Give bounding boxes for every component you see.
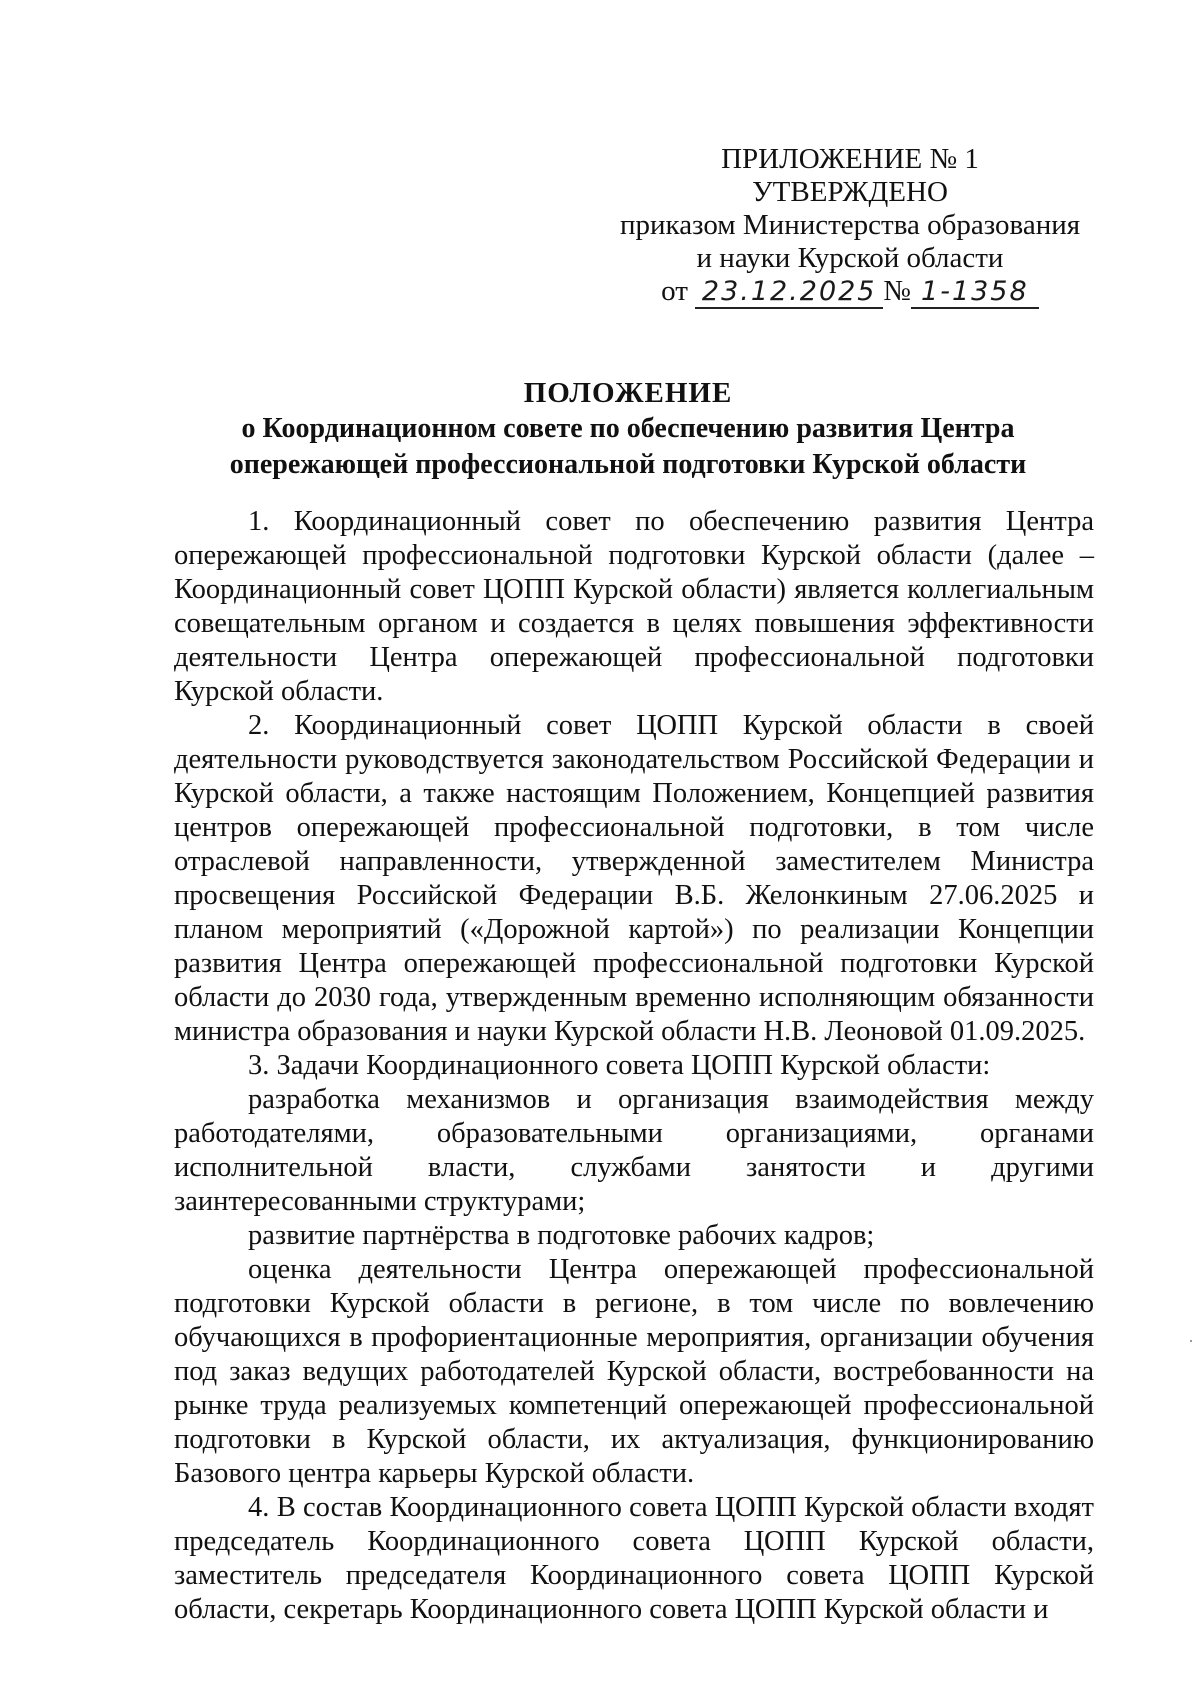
title-line-2: опережающей профессиональной подготовки Курской области (229, 449, 1027, 480)
date-prefix: от (661, 275, 688, 307)
approved-label: УТВЕРЖДЕНО (752, 176, 948, 208)
order-date-number-line (620, 275, 1080, 309)
paragraph: 4. В состав Координационного совета ЦОПП Курской области входят председатель Координационного совета ЦОПП Курской области, заместитель председателя Координационного совета ЦОПП Курской области, секретарь Координационного совета ЦОПП Курской области и (174, 1492, 1094, 1625)
paragraph: 3. Задачи Координационного совета ЦОПП Курской области: (248, 1050, 991, 1081)
document-body (174, 505, 1094, 1627)
paragraph: 1. Координационный совет по обеспечению развития Центра опережающей профессиональной подготовки Курской области (далее – Координационный совет ЦОПП Курской области) является коллегиальным совещательным органом и создается в целях повышения эффективности деятельности Центра опережающей профессиональной подготовки Курской области. (174, 506, 1094, 707)
handwritten-date: 23.12.2025 (695, 277, 883, 309)
paragraph: развитие партнёрства в подготовке рабочих кадров; (248, 1220, 875, 1251)
document-title (150, 375, 1106, 483)
order-line-2: и науки Курской области (696, 242, 1004, 274)
handwritten-number: 1-1358 (911, 277, 1039, 309)
order-line-1: приказом Министерства образования (620, 209, 1081, 241)
paragraph: 2. Координационный совет ЦОПП Курской области в своей деятельности руководствуется законодательством Российской Федерации и Курской области, а также настоящим Положением, Концепцией развития центров опережающей профессиональной подготовки, в том числе отраслевой направленности, утвержденной заместителем Министра просвещения Российской Федерации В.Б. Желонкиным 27.06.2025 и планом мероприятий («Дорожной картой») по реализации Концепции развития Центра опережающей профессиональной подготовки Курской области до 2030 года, утвержденным временно исполняющим обязанности министра образования и науки Курской области Н.В. Леоновой 01.09.2025. (174, 710, 1094, 1047)
number-prefix: № (883, 275, 911, 307)
approval-block (620, 143, 1080, 309)
paragraph: оценка деятельности Центра опережающей профессиональной подготовки Курской области в регионе, в том числе по вовлечению обучающихся в профориентационные мероприятия, организации обучения под заказ ведущих работодателей Курской области, востребованности на рынке труда реализуемых компетенций опережающей профессиональной подготовки в Курской области, их актуализация, функционированию Базового центра карьеры Курской области. (174, 1254, 1094, 1489)
title-main: ПОЛОЖЕНИЕ (523, 377, 733, 409)
title-line-1: о Координационном совете по обеспечению развития Центра (241, 413, 1015, 444)
appendix-label: ПРИЛОЖЕНИЕ № 1 (721, 143, 979, 175)
scan-speck (1190, 1340, 1192, 1342)
paragraph: разработка механизмов и организация взаимодействия между работодателями, образовательными организациями, органами исполнительной власти, службами занятости и другими заинтересованными структурами; (174, 1084, 1094, 1217)
